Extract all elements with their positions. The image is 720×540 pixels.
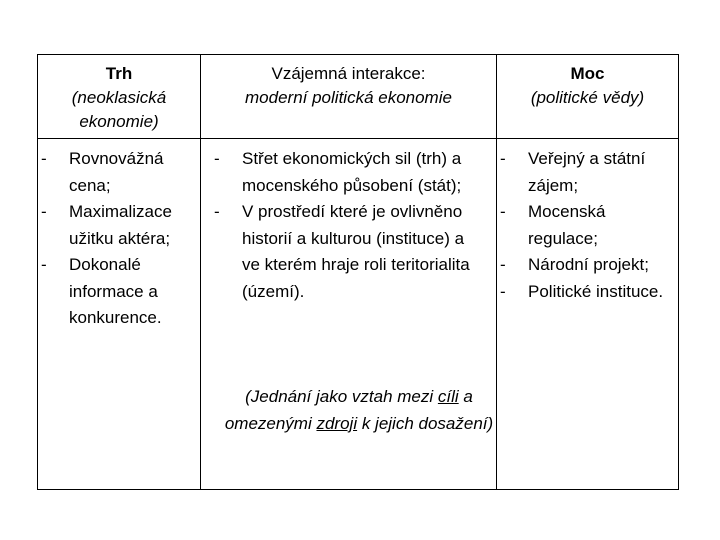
list-moc [497,146,677,305]
header-subtitle: (neoklasická ekonomie) [71,88,167,131]
list-item: - Střet ekonomických sil (trh) a mocenského působení (stát); [211,146,481,199]
header-divider [38,138,678,139]
column-divider [200,55,201,489]
list-trh [38,146,198,332]
list-item: - Dokonalé informace a konkurence. [38,252,194,332]
header-moc [497,62,678,110]
list-interakce [211,146,491,305]
header-subtitle: moderní politická ekonomie [245,88,452,107]
keyword-cili: cíli [437,387,459,406]
list-item: - Rovnovážná cena; [38,146,194,199]
header-subtitle: (politické vědy) [530,88,645,107]
header-title: Moc [570,64,605,83]
comparison-table [37,54,679,490]
list-item: - Veřejný a státní zájem; [497,146,673,199]
header-title: Vzájemná interakce: [271,64,426,83]
list-item: - Politické instituce. [497,279,673,306]
list-item: - Národní projekt; [497,252,673,279]
keyword-zdroji: zdroji [316,413,358,433]
list-item: - V prostředí které je ovlivněno historií a kulturou (instituce) a ve kterém hraje roli teritorialita (území). [211,199,481,305]
header-interakce [201,62,496,110]
footnote: (Jednání jako vztah mezi cíli a omezenými zdroji k jejich dosažení) [224,387,494,433]
header-trh [38,62,200,134]
header-title: Trh [105,64,133,83]
list-item: - Maximalizace užitku aktéra; [38,199,194,252]
list-item: - Mocenská regulace; [497,199,673,252]
